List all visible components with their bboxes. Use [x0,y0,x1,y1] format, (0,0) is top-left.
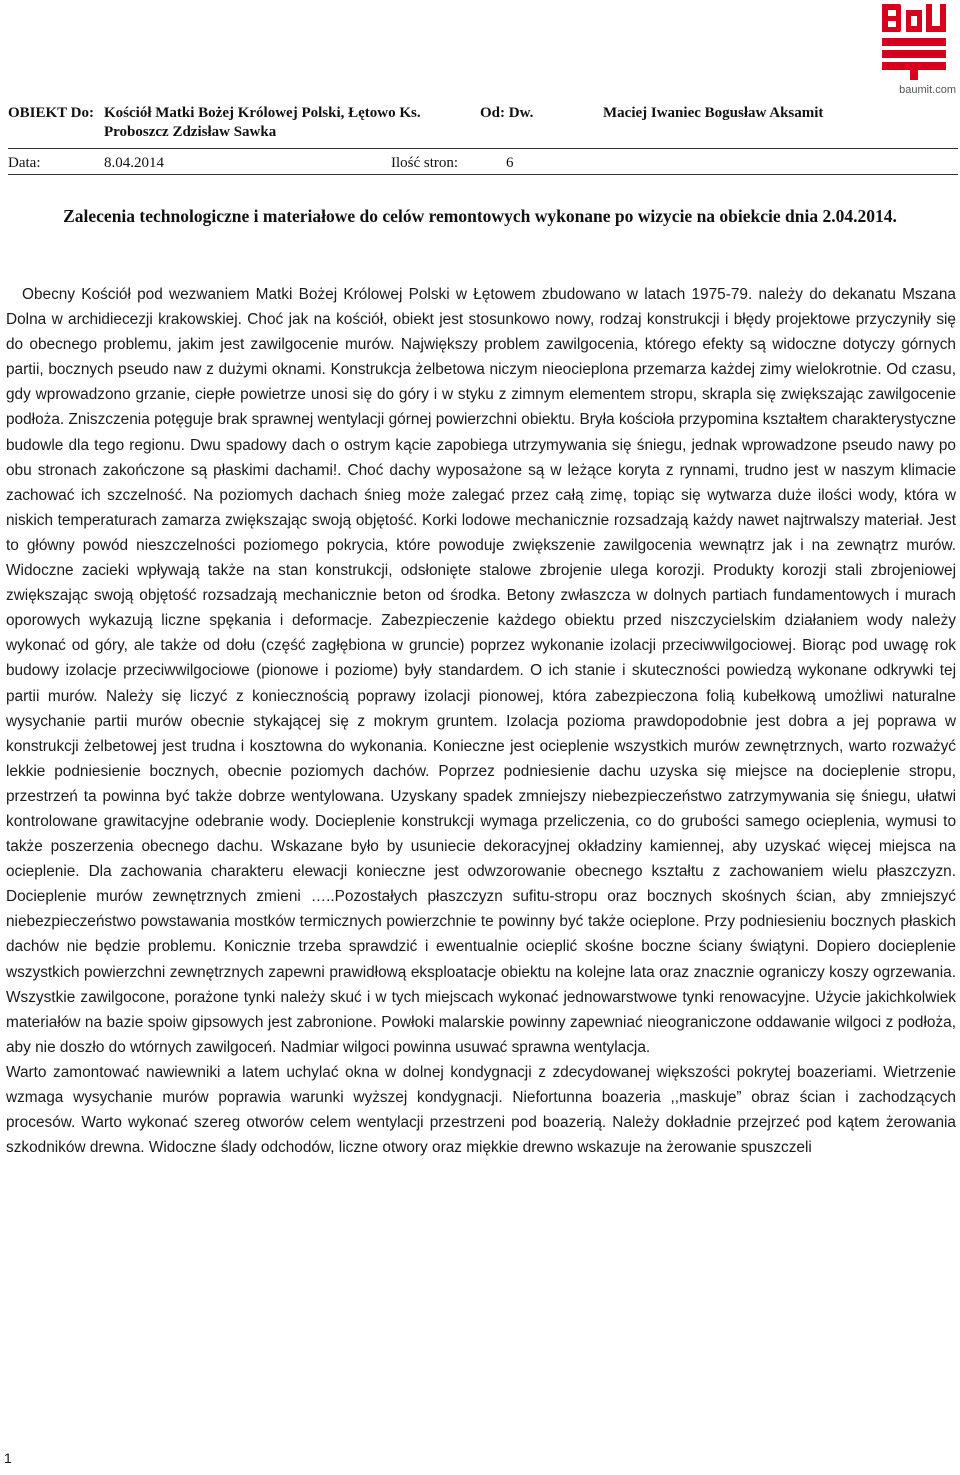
document-body [6,282,956,1160]
header-row-date [8,154,958,174]
obiekt-label: OBIEKT Do: [8,105,94,121]
obiekt-value: Kościół Matki Bożej Królowej Polski, Łętowo Ks. Proboszcz Zdzisław Sawka [104,105,421,140]
data-label: Data: [8,155,41,171]
document-title: Zalecenia technologiczne i materiałowe do celów remontowych wykonane po wizycie na obiekcie dnia 2.04.2014. [63,206,897,226]
logo-url[interactable]: baumit.com [899,84,956,96]
data-value: 8.04.2014 [104,155,164,171]
baumit-logo-mark [880,2,950,82]
header-divider-bottom [8,174,958,175]
od-value: Maciej Iwaniec Bogusław Aksamit [603,105,824,121]
paragraph: Warto zamontować nawiewniki a latem uchylać okna w dolnej kondygnacji z zdecydowanej większości pokrytej boazeriami. Wietrzenie wzmaga wysychanie murów poprawia warunki wyższej kondygnacji. Niefortunna boazeria ,,maskuje” obraz ścian i zachodzących procesów. Warto wykonać szereg otworów celem wentylacji przestrzeni pod boazerią. Należy dokładnie przejrzeć pod kątem żerowania szkodników drewna. Widoczne ślady odchodów, liczne otwory oraz miękkie drewno wskazuje na żerowanie spuszczeli [6,1063,956,1157]
pages-label: Ilość stron: [391,155,459,171]
baumit-logo [874,2,956,96]
document-header [8,104,958,171]
pages-value: 6 [506,155,514,171]
paragraph: Obecny Kościół pod wezwaniem Matki Bożej Królowej Polski w Łętowem zbudowano w latach 1975-79. należy do dekanatu Mszana Dolna w archidiecezji krakowskiej. Choć jak na kościół, obiekt jest stosunkowo nowy, rodzaj konstrukcji i błędy projektowe przyczyniły się do obecnego problemu, jakim jest zawilgocenie murów. Największy problem zawilgocenia, którego efekty są widoczne dotyczy górnych partii, bocznych pseudo naw z dużymi oknami. Konstrukcja żelbetowa niczym nieocieplona przemarza każdej zimy wielokrotnie. Od czasu, gdy wprowadzono grzanie, ciepłe powietrze unosi się do góry i w styku z zimnym elementem stropu, skrapla się zwiększając zawilgocenie podłoża. Zniszczenia potęguje brak sprawnej wentylacji górnej powierzchni obiektu. Bryła kościoła przypomina kształtem charakterystyczne budowle dla tego regionu. Dwu spadowy dach o ostrym kącie zapobiega utrzymywania się śniegu, jednak wprowadzone pseudo nawy po obu stronach zakończone są płaskimi dachami!. Choć dachy wyposażone są w leżące koryta z rynnami, trudno jest w naszym klimacie zachować ich szczelność. Na poziomych dachach śnieg może zalegać przez całą zimę, topiąc się wytwarza duże ilości wody, która w niskich temperaturach zamarza zwiększając swoją objętość. Korki lodowe mechanicznie rozsadzają każdy nawet najtrwalszy materiał. Jest to główny powód nieszczelności poziomego pokrycia, które powoduje zwiększenie zawilgocenia wewnątrz jak i na zewnątrz murów. Widoczne zacieki wpływają także na stan konstrukcji, odsłonięte stalowe zbrojenie ulega korozji. Produkty korozji stali zbrojeniowej zwiększając swoją objętość rozsadzają mechanicznie beton od środka. Betony zwłaszcza w dolnych partiach fundamentowych i murach oporowych wykazują liczne spękania i deformacje. Zabezpieczenie każdego obiektu przed niszczycielskim działaniem wody należy wykonać od góry, ale także od dołu (część zagłębiona w gruncie) poprzez wykonanie izolacji przeciwwilgociowej. Biorąc pod uwagę rok budowy izolacje przeciwwilgociowe (pionowe i poziome) były standardem. O ich stanie i skuteczności powiedzą wykonane odkrywki tej partii murów. Należy się liczyć z koniecznością poprawy izolacji pionowej, która zabezpieczona folią kubełkową umożliwi naturalne wysychanie partii murów obecnie stykającej się z mokrym gruntem. Izolacja pozioma prawdopodobnie jest dobra a jej poprawa w konstrukcji żelbetowej jest trudna i kosztowna do wykonania. Konieczne jest ocieplenie wszystkich murów zewnętrznych, warto rozważyć lekkie podniesienie bocznych, obecnie poziomych dachów. Poprzez podniesienie dachu uzyska się miejsce na docieplenie stropu, przestrzeń ta powinna być także dobrze wentylowana. Uzyskany spadek zmniejszy niebezpieczeństwo zatrzymywania się śniegu, ułatwi kontrolowane grawitacyjne odebranie wody. Docieplenie konstrukcji wymaga przeliczenia, co do grubości samego ocieplenia, wymusi to także poszerzenia obecnego dachu. Wskazane było by usuniecie dekoracyjnej okładziny kamiennej, aby uzyskać więcej miejsca na ocieplenie. Dla zachowania charakteru elewacji konieczne jest odwzorowanie obecnego kształtu z zachowaniem wielu płaszczyzn. Docieplenie murów zewnętrznych zmieni …..Pozostałych płaszczyzn sufitu-stropu oraz bocznych skośnych ścian, aby zmniejszyć niebezpieczeństwo powstawania mostków termicznych powierzchnie te powinny być także ocieplone. Przy podniesieniu bocznych płaskich dachów nie będzie problemu. Konicznie trzeba sprawdzić i ewentualnie ocieplić skośne boczne ściany świątyni. Dopiero docieplenie wszystkich powierzchni zewnętrznych zapewni prawidłową eksploatacje obiektu na kolejne lata oraz znacznie ograniczy koszy ogrzewania. Wszystkie zawilgocone, porażone tynki należy skuć i w tych miejscach wykonać jednowarstwowe tynki renowacyjne. Użycie jakichkolwiek materiałów na bazie spoiw gipsowych jest zabronione. Powłoki malarskie powinny zapewniać nieograniczone oddawanie wilgoci z podłoża, aby nie doszło do wtórnych zawilgoceń. Nadmiar wilgoci powinna usuwać sprawna wentylacja. [6,286,956,1056]
page-number: 1 [4,1450,12,1466]
od-label: Od: Dw. [480,105,534,121]
header-row-recipient [8,104,958,142]
header-divider-top [8,148,958,149]
